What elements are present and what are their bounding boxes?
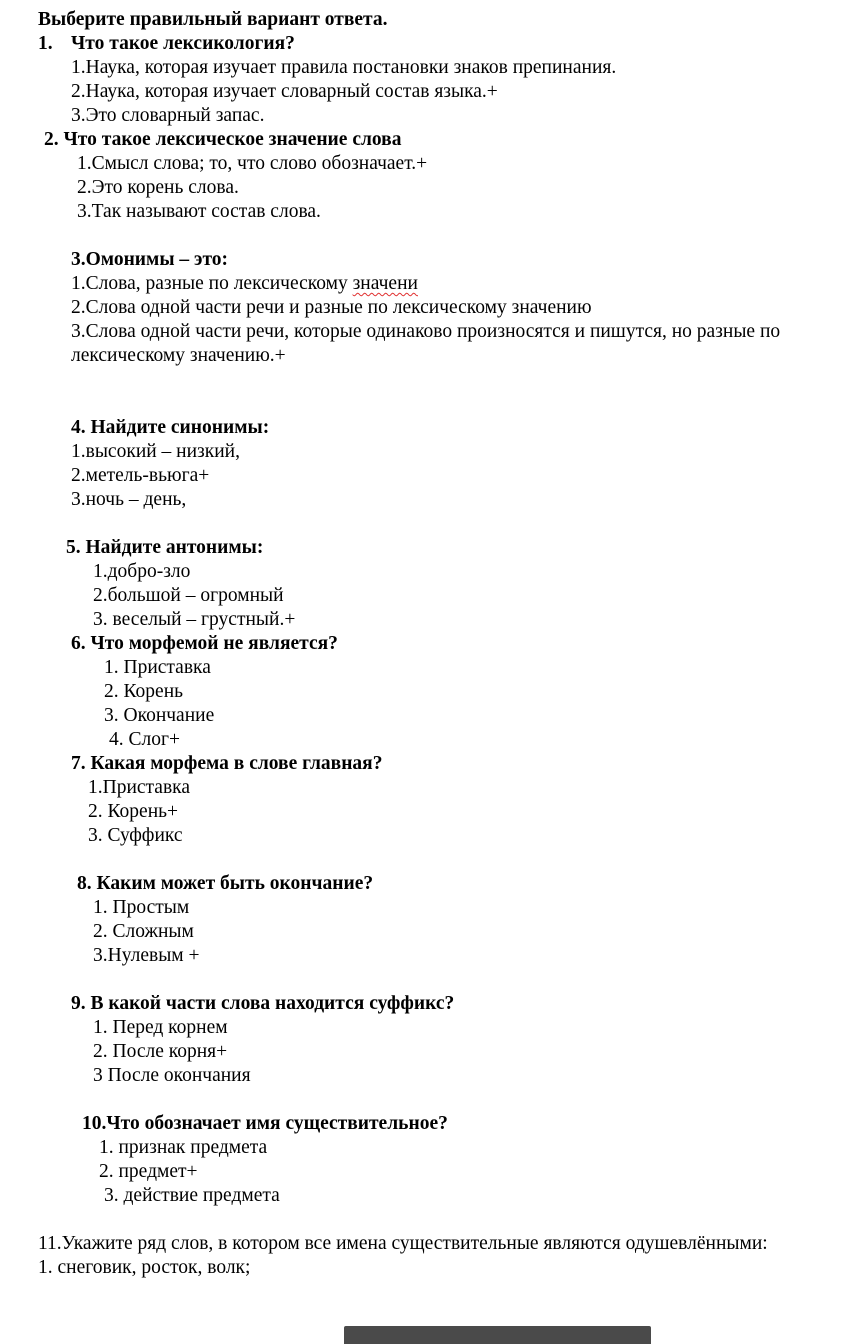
question-8-option-2: 2. Сложным <box>93 921 194 942</box>
question-2-option-3: 3.Так называют состав слова. <box>77 201 321 222</box>
question-2-option-1: 1.Смысл слова; то, что слово обозначает.+ <box>77 153 428 174</box>
question-5-option-1: 1.добро-зло <box>93 561 191 582</box>
question-6-option-1: 1. Приставка <box>104 657 211 678</box>
question-3-option-1 <box>71 272 418 296</box>
question-5-option-2: 2.большой – огромный <box>93 585 284 606</box>
question-7-option-2: 2. Корень+ <box>88 801 179 822</box>
question-6-option-4: 4. Слог+ <box>109 729 180 750</box>
question-4-title: 4. Найдите синонимы: <box>71 417 270 438</box>
bottom-overlay-bar <box>344 1326 651 1344</box>
question-3-option-2: 2.Слова одной части речи и разные по лексическому значению <box>71 297 592 318</box>
question-5-title: 5. Найдите антонимы: <box>66 537 264 558</box>
question-6-option-2: 2. Корень <box>104 681 184 702</box>
question-8-option-1: 1. Простым <box>93 897 190 918</box>
question-1-title: Что такое лексикология? <box>71 33 295 54</box>
question-4-option-3: 3.ночь – день, <box>71 489 187 510</box>
question-3-title: 3.Омонимы – это: <box>71 249 229 270</box>
question-7-title: 7. Какая морфема в слове главная? <box>71 753 383 774</box>
question-1-number: 1. <box>38 33 53 54</box>
question-7-option-3: 3. Суффикс <box>88 825 183 846</box>
question-9-option-3: 3 После окончания <box>93 1065 251 1086</box>
question-10-title: 10.Что обозначает имя существительное? <box>82 1113 448 1134</box>
question-1-option-1: 1.Наука, которая изучает правила постановки знаков препинания. <box>71 57 617 78</box>
question-9-title: 9. В какой части слова находится суффикс? <box>71 993 455 1014</box>
question-6-option-3: 3. Окончание <box>104 705 215 726</box>
question-8-option-3: 3.Нулевым + <box>93 945 200 966</box>
question-3-option-3-continued: лексическому значению.+ <box>71 345 286 366</box>
question-6-title: 6. Что морфемой не является? <box>71 633 338 654</box>
question-8-title: 8. Каким может быть окончание? <box>77 873 374 894</box>
question-10-option-3: 3. действие предмета <box>104 1185 280 1206</box>
question-3-option-3: 3.Слова одной части речи, которые одинаково произносятся и пишутся, но разные по <box>71 321 781 342</box>
question-4-option-2: 2.метель-вьюга+ <box>71 465 210 486</box>
question-5-option-3: 3. веселый – грустный.+ <box>93 609 296 630</box>
question-10-option-1: 1. признак предмета <box>99 1137 268 1158</box>
question-9-option-1: 1. Перед корнем <box>93 1017 228 1038</box>
instruction-text: Выберите правильный вариант ответа. <box>38 9 388 30</box>
question-1-option-2: 2.Наука, которая изучает словарный состав языка.+ <box>71 81 498 102</box>
question-11-title: 11.Укажите ряд слов, в котором все имена существительные являются одушевлёнными: <box>38 1233 768 1254</box>
question-2-title: 2. Что такое лексическое значение слова <box>44 129 402 150</box>
question-7-option-1: 1.Приставка <box>88 777 191 798</box>
question-1-option-3: 3.Это словарный запас. <box>71 105 265 126</box>
spellcheck-underlined-word: значени <box>352 273 418 294</box>
question-11-option-1: 1. снеговик, росток, волк; <box>38 1257 251 1278</box>
question-4-option-1: 1.высокий – низкий, <box>71 441 240 462</box>
question-3-option-1-text: 1.Слова, разные по лексическому <box>71 273 353 294</box>
question-10-option-2: 2. предмет+ <box>99 1161 198 1182</box>
question-9-option-2: 2. После корня+ <box>93 1041 228 1062</box>
question-2-option-2: 2.Это корень слова. <box>77 177 239 198</box>
